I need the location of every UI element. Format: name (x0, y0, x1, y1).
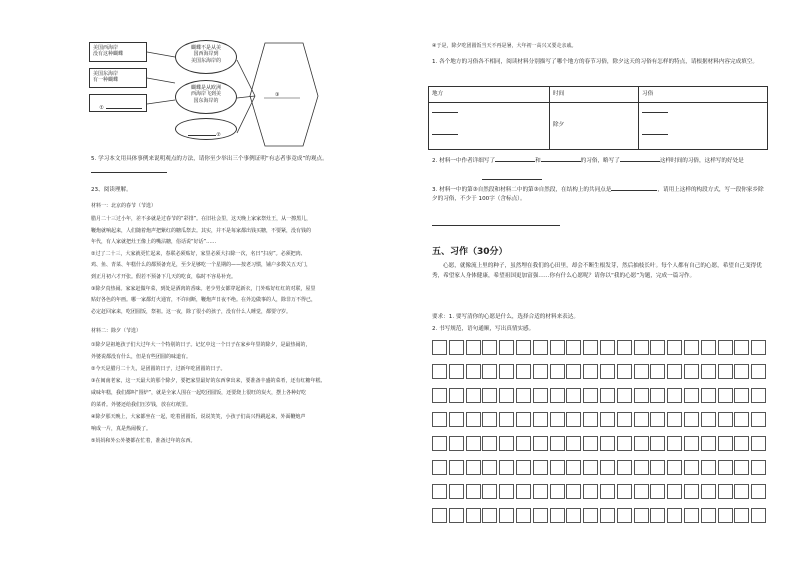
grid-cell[interactable] (667, 364, 682, 379)
grid-cell[interactable] (516, 460, 531, 475)
grid-cell[interactable] (550, 388, 565, 403)
grid-cell[interactable] (482, 436, 497, 451)
grid-cell[interactable] (432, 388, 447, 403)
grid-cell[interactable] (566, 364, 581, 379)
grid-cell[interactable] (718, 340, 733, 355)
q3-part-a: 3. 材料一中的第③自然段和材料二中的第③自然段，在结构上的共同点是 (432, 187, 612, 193)
grid-cell[interactable] (482, 484, 497, 499)
q2-part-c: 的习俗，略写了 (580, 158, 620, 164)
grid-cell[interactable] (533, 388, 548, 403)
place-blank-2[interactable] (432, 134, 458, 135)
grid-cell[interactable] (499, 412, 514, 427)
grid-cell[interactable] (533, 340, 548, 355)
grid-cell[interactable] (751, 484, 766, 499)
m2-line: 的菜肴。外婆还给我们压岁钱，放在红纸里。 (91, 402, 192, 408)
grid-cell[interactable] (634, 388, 649, 403)
m2-line: ②今天是腊月二十九，是团圆的日子，过新年吃团圆的日子。 (91, 366, 226, 372)
answer-line-q3[interactable] (432, 225, 560, 226)
grid-cell[interactable] (449, 508, 464, 523)
grid-cell[interactable] (516, 388, 531, 403)
grid-cell[interactable] (550, 436, 565, 451)
grid-cell[interactable] (516, 340, 531, 355)
grid-cell[interactable] (449, 412, 464, 427)
grid-cell[interactable] (701, 460, 716, 475)
grid-cell[interactable] (701, 364, 716, 379)
q3-part-b: ，请用上这样的构段方式，写一段你家乡除夕的习俗，不少于 100字（含标点）。 (432, 187, 764, 202)
grid-cell[interactable] (482, 388, 497, 403)
grid-cell[interactable] (634, 460, 649, 475)
grid-cell[interactable] (583, 436, 598, 451)
grid-cell[interactable] (634, 364, 649, 379)
m1-line: 到正月初六才开张。假若不预备下几天的吃食，临时不容易补充。 (91, 273, 237, 280)
grid-cell[interactable] (617, 412, 632, 427)
grid-cell[interactable] (701, 340, 716, 355)
grid-cell[interactable] (667, 484, 682, 499)
blank-label-2: ② (216, 132, 221, 139)
grid-cell[interactable] (466, 436, 481, 451)
grid-cell[interactable] (734, 508, 749, 523)
grid-cell[interactable] (684, 364, 699, 379)
grid-cell[interactable] (516, 484, 531, 499)
grid-cell[interactable] (449, 340, 464, 355)
grid-cell[interactable] (667, 388, 682, 403)
grid-cell[interactable] (583, 484, 598, 499)
grid-cell[interactable] (566, 460, 581, 475)
grid-cell[interactable] (650, 412, 665, 427)
grid-cell[interactable] (634, 484, 649, 499)
grid-cell[interactable] (449, 460, 464, 475)
grid-cell[interactable] (634, 436, 649, 451)
grid-cell[interactable] (482, 460, 497, 475)
grid-cell[interactable] (734, 364, 749, 379)
grid-cell[interactable] (583, 460, 598, 475)
table-header-custom: 习俗 (642, 91, 654, 97)
question-23-heading: 23、阅读理解。 (91, 187, 132, 193)
grid-cell[interactable] (449, 484, 464, 499)
grid-cell[interactable] (718, 412, 733, 427)
grid-cell[interactable] (432, 508, 447, 523)
custom-blank-1[interactable] (642, 112, 668, 113)
m1-line: ②过了二十三，大家就更忙起来，春联必须贴好，家里必须大扫除一次，名曰“扫房”。必须把肉、 (91, 250, 306, 257)
grid-cell[interactable] (499, 364, 514, 379)
grid-cell[interactable] (751, 340, 766, 355)
grid-cell[interactable] (634, 412, 649, 427)
m1-line: 贴好各色的年画。哪一家都灯火通宵，不许间断，鞭炮声日夜不绝。在外边做事的人，除非万不得已， (91, 297, 317, 304)
grid-cell[interactable] (466, 460, 481, 475)
grid-cell[interactable] (617, 388, 632, 403)
grid-cell[interactable] (482, 364, 497, 379)
question-5: 5. 学习本文用具体事例来说明观点的方法，请你至少举出三个事例证明“有志者事竟成”的观点。 (91, 156, 328, 162)
grid-cell[interactable] (617, 436, 632, 451)
grid-cell[interactable] (499, 484, 514, 499)
reason-oval-1: 蝴蝶不是从美 国西海岸到 美国东海岸的 (175, 40, 237, 74)
grid-cell[interactable] (466, 388, 481, 403)
place-blank-1[interactable] (432, 112, 458, 113)
grid-cell[interactable] (499, 508, 514, 523)
grid-cell[interactable] (583, 508, 598, 523)
grid-cell[interactable] (432, 436, 447, 451)
grid-cell[interactable] (718, 436, 733, 451)
grid-cell[interactable] (718, 388, 733, 403)
question-3 (432, 186, 768, 204)
essay-requirement-1: 要求：1. 要写清你的心愿是什么，选择合适的材料来表达。 (432, 314, 579, 320)
q2-part-d: 这样时间的习俗，这样写的好处是 (659, 158, 744, 164)
grid-cell[interactable] (432, 484, 447, 499)
m1-line: 年代，有人家就把灶王像上的嘴沾糖，俗话说“好话”…… (91, 239, 217, 246)
grid-cell[interactable] (734, 388, 749, 403)
grid-cell[interactable] (634, 508, 649, 523)
grid-cell[interactable] (550, 412, 565, 427)
grid-cell[interactable] (684, 484, 699, 499)
grid-cell[interactable] (499, 436, 514, 451)
grid-cell[interactable] (516, 412, 531, 427)
essay-prompt: 心愿，就像流上里的种子，虽然埋在我们的心田里，却会不断生根发芽，然后抽枝长叶。每个人都有自己的心愿，希望自己变得优秀，希望家人身体健康，希望祖国更加富强……你有什么心愿呢？请你以“我的心愿”为题，完成一篇习作。 (432, 263, 762, 279)
grid-cell[interactable] (650, 340, 665, 355)
grid-cell[interactable] (550, 484, 565, 499)
answer-line-q5[interactable] (91, 172, 167, 173)
grid-cell[interactable] (751, 436, 766, 451)
grid-cell[interactable] (600, 484, 615, 499)
grid-cell[interactable] (600, 508, 615, 523)
grid-row (432, 364, 768, 380)
grid-cell[interactable] (684, 412, 699, 427)
grid-row (432, 412, 768, 428)
grid-row (432, 484, 768, 500)
grid-cell[interactable] (667, 412, 682, 427)
grid-cell[interactable] (432, 460, 447, 475)
grid-cell[interactable] (566, 484, 581, 499)
grid-cell[interactable] (566, 436, 581, 451)
grid-cell[interactable] (432, 340, 447, 355)
grid-cell[interactable] (600, 340, 615, 355)
m1-line: 腊月二十三过小年，差不多就是过春节的“彩排”。在旧社会里，这天晚上家家祭灶王，从一擦黑儿， (91, 216, 312, 222)
grid-row (432, 460, 768, 476)
grid-cell[interactable] (449, 388, 464, 403)
grid-cell[interactable] (583, 388, 598, 403)
grid-cell[interactable] (550, 508, 565, 523)
grid-cell[interactable] (667, 340, 682, 355)
grid-cell[interactable] (617, 460, 632, 475)
grid-cell[interactable] (600, 412, 615, 427)
grid-row (432, 340, 768, 356)
grid-cell[interactable] (432, 364, 447, 379)
grid-cell[interactable] (751, 412, 766, 427)
grid-cell[interactable] (684, 460, 699, 475)
grid-cell[interactable] (751, 364, 766, 379)
grid-cell[interactable] (566, 388, 581, 403)
blank-label-1: ① (99, 105, 104, 112)
grid-cell[interactable] (550, 364, 565, 379)
material-1-body (91, 216, 316, 320)
m1-line: 必定赶回家来，吃团圆饭，祭祖。这一夜，除了很小的孩子，没有什么人睡觉，都要守岁。 (91, 308, 292, 315)
diagram-connectors (140, 38, 320, 148)
grid-cell[interactable] (650, 436, 665, 451)
grid-cell[interactable] (701, 388, 716, 403)
grid-cell[interactable] (751, 508, 766, 523)
grid-cell[interactable] (533, 460, 548, 475)
answer-line-q2[interactable] (482, 179, 542, 180)
grid-cell[interactable] (499, 460, 514, 475)
grid-row (432, 388, 768, 404)
grid-cell[interactable] (566, 412, 581, 427)
m2-line: ④除夕那天晚上，大家都坐在一起，吃着团圆饭，说说笑笑，小孩子们高兴得跳起来，外面鞭炮声 (91, 414, 306, 420)
grid-cell[interactable] (583, 340, 598, 355)
table-time-value: 除夕 (553, 122, 565, 128)
grid-cell[interactable] (667, 508, 682, 523)
grid-cell[interactable] (734, 412, 749, 427)
essay-requirement-2: 2. 书写规范，语句通顺，写出真情实感。 (432, 326, 535, 332)
grid-cell[interactable] (566, 508, 581, 523)
grid-cell[interactable] (734, 460, 749, 475)
m2-line: 外婆说都没有什么，但是有些团圆的味道有。 (91, 354, 192, 360)
grid-row (432, 508, 768, 524)
grid-cell[interactable] (718, 364, 733, 379)
grid-cell[interactable] (650, 508, 665, 523)
m2-line: 咸味年糕，我们都叫“围炉”，就是全家人围在一起吃团圆饭，还要烧上很旺的炭火，摆上各种好吃 (91, 390, 307, 396)
grid-cell[interactable] (466, 412, 481, 427)
grid-cell[interactable] (667, 436, 682, 451)
grid-cell[interactable] (617, 484, 632, 499)
custom-blank-2[interactable] (642, 134, 668, 135)
grid-cell[interactable] (650, 364, 665, 379)
grid-cell[interactable] (617, 364, 632, 379)
grid-cell[interactable] (516, 436, 531, 451)
grid-cell[interactable] (751, 460, 766, 475)
conclusion-hexagon (250, 43, 318, 146)
grid-cell[interactable] (566, 340, 581, 355)
grid-cell[interactable] (734, 340, 749, 355)
material-1-title: 材料一：北京的春节（节选） (91, 203, 157, 209)
m2-line: ③在闽南老家，这一天最大的那个除夕，要把家里最好的东西拿出来，要准备丰盛的菜肴，还有红糖年糕、 (91, 378, 326, 384)
m1-line: 鞭炮就响起来，人们随着炮声把紫红的糖瓜祭去。其实，并不是每家都出钱买糖，不要紧，没有钱的 (91, 227, 312, 234)
grid-cell[interactable] (701, 508, 716, 523)
table-header-time: 时间 (553, 91, 565, 97)
grid-cell[interactable] (701, 484, 716, 499)
grid-cell[interactable] (466, 340, 481, 355)
grid-cell[interactable] (516, 364, 531, 379)
grid-cell[interactable] (533, 484, 548, 499)
blank-box-1[interactable] (89, 94, 147, 112)
m2-line: 响成一片，真是热闹极了。 (91, 426, 152, 432)
grid-row (432, 436, 768, 452)
grid-cell[interactable] (617, 508, 632, 523)
grid-cell[interactable] (432, 412, 447, 427)
grid-cell[interactable] (751, 388, 766, 403)
grid-cell[interactable] (600, 460, 615, 475)
question-1: 1. 各个地方的习俗各不相同，阅读材料分别描写了哪个地方的春节习俗，除夕这天的习俗有怎样的特点，请根据材料内容完成填空。 (432, 59, 758, 65)
grid-cell[interactable] (718, 484, 733, 499)
grid-cell[interactable] (650, 388, 665, 403)
grid-cell[interactable] (650, 484, 665, 499)
grid-cell[interactable] (550, 460, 565, 475)
grid-cell[interactable] (600, 364, 615, 379)
grid-cell[interactable] (734, 484, 749, 499)
grid-cell[interactable] (583, 364, 598, 379)
grid-cell[interactable] (550, 340, 565, 355)
grid-cell[interactable] (499, 340, 514, 355)
grid-cell[interactable] (718, 508, 733, 523)
grid-cell[interactable] (600, 436, 615, 451)
grid-cell[interactable] (466, 484, 481, 499)
grid-cell[interactable] (482, 508, 497, 523)
grid-cell[interactable] (667, 460, 682, 475)
grid-cell[interactable] (684, 340, 699, 355)
q2-part-b: 和 (535, 158, 541, 164)
material-2-title: 材料二：除夕（节选） (91, 328, 142, 334)
grid-cell[interactable] (684, 508, 699, 523)
grid-cell[interactable] (600, 388, 615, 403)
grid-cell[interactable] (482, 412, 497, 427)
grid-cell[interactable] (449, 436, 464, 451)
m2-line: ①除夕是祖地孩子们大过年大一个特别的日子。记忆中这一个日子在家乡年里的除夕，是最热闹的， (91, 342, 311, 348)
grid-cell[interactable] (634, 340, 649, 355)
blank-label-3: ③ (275, 92, 280, 98)
table-header-place: 地方 (432, 91, 444, 97)
grid-cell[interactable] (701, 412, 716, 427)
grid-cell[interactable] (533, 364, 548, 379)
east-coast-box: 美国东海岸 有一种蝴蝶 (89, 68, 147, 88)
grid-cell[interactable] (533, 412, 548, 427)
question-2 (432, 158, 744, 165)
west-coast-box: 美国西海岸 没有这种蝴蝶 (89, 42, 147, 62)
grid-cell[interactable] (701, 436, 716, 451)
m1-line: 鸡、鱼、青菜、年糕什么的都预备充足，至少足够吃一个星期的——按老习惯，铺户多数关五天门， (91, 262, 312, 269)
grid-cell[interactable] (684, 388, 699, 403)
m2-line: ⑤妈妈和外公外婆都在忙着，准备过年的东西。 (91, 438, 196, 444)
grid-cell[interactable] (466, 508, 481, 523)
section-5-heading: 五、习作（30分） (432, 247, 508, 257)
grid-cell[interactable] (684, 436, 699, 451)
grid-cell[interactable] (734, 436, 749, 451)
grid-cell[interactable] (617, 340, 632, 355)
grid-cell[interactable] (583, 412, 598, 427)
material-2-last-line: ④于是，除夕吃团圆饭当天不再是暑，大年初一高兴又要走亲戚。 (432, 43, 577, 49)
grid-cell[interactable] (499, 388, 514, 403)
grid-cell[interactable] (516, 508, 531, 523)
reason-oval-2: 蝴蝶是从欧洲 西海岸飞到美 国东海岸的 (175, 80, 237, 114)
grid-cell[interactable] (533, 436, 548, 451)
grid-cell[interactable] (482, 340, 497, 355)
grid-cell[interactable] (533, 508, 548, 523)
grid-cell[interactable] (650, 460, 665, 475)
m1-line: ③除夕真热闹。家家赶做年菜，到处是酒肉的香味。老少男女都穿起新衣，门外贴好红红的对联，屋里 (91, 285, 316, 292)
q2-part-a: 2. 材料一中作者详细写了 (432, 158, 496, 164)
grid-cell[interactable] (466, 364, 481, 379)
grid-cell[interactable] (718, 460, 733, 475)
material-2-body (91, 342, 326, 450)
grid-cell[interactable] (449, 364, 464, 379)
